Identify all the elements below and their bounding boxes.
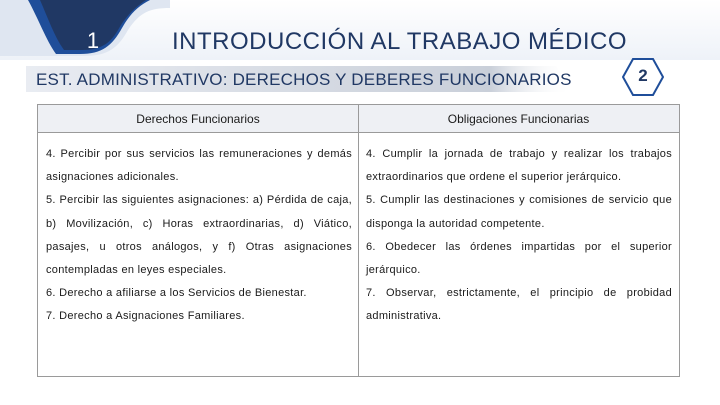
section-subtitle: EST. ADMINISTRATIVO: DERECHOS Y DEBERES FUNCIONARIOS xyxy=(36,70,572,89)
list-item: 6. Derecho a afiliarse a los Servicios de Bienestar. xyxy=(46,287,307,300)
list-item: 7. Observar, estrictamente, el principio de probidad administrativa. xyxy=(366,287,672,323)
obligations-list xyxy=(366,143,672,329)
list-item: 5. Percibir las siguientes asignaciones: a) Pérdida de caja, b) Movilización, c) Horas extraordinarias, d) Viático, pasajes, u otros análogos, y f) Otras asignaciones contempladas en leyes especiales. xyxy=(46,194,352,277)
slide-number: 2 xyxy=(638,66,648,85)
rights-duties-table xyxy=(37,104,680,377)
list-item: 6. Obedecer las órdenes impartidas por el superior jerárquico. xyxy=(366,240,672,277)
rights-list xyxy=(46,143,352,329)
module-number: 1 xyxy=(86,28,100,53)
list-item: 5. Cumplir las destinaciones y comisiones de servicio que disponga la autoridad competente. xyxy=(366,194,672,230)
list-item: 4. Percibir por sus servicios las remuneraciones y demás asignaciones adicionales. xyxy=(46,148,352,184)
right-column-header: Obligaciones Funcionarias xyxy=(358,105,679,133)
list-item: 7. Derecho a Asignaciones Familiares. xyxy=(46,310,245,323)
column-divider xyxy=(358,105,359,376)
page-title: INTRODUCCIÓN AL TRABAJO MÉDICO xyxy=(172,28,628,55)
left-column-header: Derechos Funcionarios xyxy=(38,105,358,133)
list-item: 4. Cumplir la jornada de trabajo y realizar los trabajos extraordinarios que ordene el superior jerárquico. xyxy=(366,148,672,184)
